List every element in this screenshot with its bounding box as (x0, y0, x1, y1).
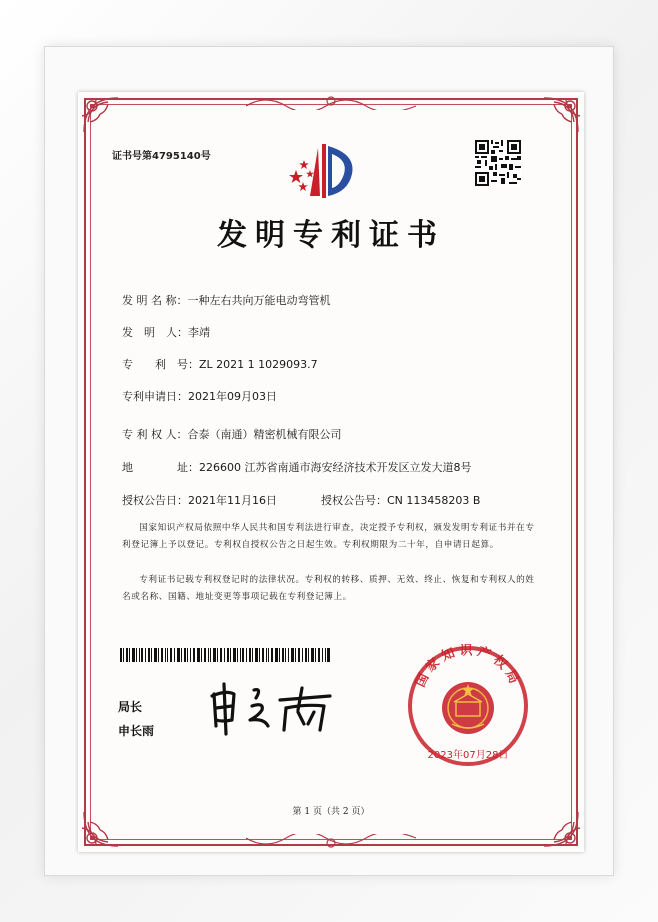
director-name: 申长雨 (118, 724, 155, 738)
corner-ornament-icon (78, 92, 138, 152)
field-label: 专 利 号： (122, 358, 199, 371)
field-patentee (122, 426, 342, 442)
seal-date: 2023年07月28日 (427, 750, 509, 761)
corner-ornament-icon (524, 92, 584, 152)
cnipa-logo-icon (286, 140, 362, 202)
field-inventor (122, 324, 210, 340)
field-value: ZL 2021 1 1029093.7 (199, 358, 318, 371)
field-label: 发 明 名 称： (122, 294, 188, 307)
signature-icon (206, 680, 336, 736)
field-value: 2021年11月16日 (188, 494, 277, 507)
certificate-title: 发明专利证书 (217, 218, 445, 253)
corner-ornament-icon (78, 792, 138, 852)
barcode-icon (120, 648, 330, 662)
certificate-paper (78, 92, 584, 852)
field-label: 专 利 权 人： (122, 428, 188, 441)
field-patent-number (122, 356, 318, 372)
certificate-number: 证书号第4795140号 (112, 151, 211, 162)
top-edge-ornament-icon (246, 94, 416, 110)
field-filing-date (122, 388, 277, 404)
certificate-paragraph: 国家知识产权局依照中华人民共和国专利法进行审查，决定授予专利权，颁发发明专利证书并在专利登记簿上予以登记。专利权自授权公告之日起生效。专利权期限为二十年，自申请日起算。 (122, 523, 535, 550)
director-title: 局长 (118, 700, 143, 714)
corner-ornament-icon (524, 792, 584, 852)
field-grant-date (122, 492, 480, 508)
bottom-edge-ornament-icon (246, 834, 416, 850)
field-label: 专利申请日： (122, 390, 188, 403)
field-invention-name (122, 292, 331, 308)
field-label: 地 址： (122, 461, 199, 474)
page-number: 第 1 页（共 2 页） (292, 807, 370, 817)
field-value: 一种左右共向万能电动弯管机 (187, 294, 331, 307)
field-label: 授权公告日： (122, 494, 188, 507)
certificate-paragraph: 专利证书记载专利权登记时的法律状况。专利权的转移、质押、无效、终止、恢复和专利权人的姓名或名称、国籍、地址变更等事项记载在专利登记簿上。 (122, 575, 535, 602)
field-value: 226600 江苏省南通市海安经济技术开发区立发大道8号 (199, 461, 472, 474)
field-label: 发 明 人： (122, 326, 188, 339)
field-value: 李靖 (188, 326, 210, 339)
field-value: 2021年09月03日 (188, 390, 277, 403)
field-label: 授权公告号： (321, 494, 387, 507)
field-value: CN 113458203 B (387, 494, 481, 507)
field-address (122, 459, 472, 475)
qr-code-icon (475, 140, 521, 186)
field-value: 合泰（南通）精密机械有限公司 (187, 428, 342, 441)
seal-text: 国家知识产权局 (413, 644, 523, 690)
